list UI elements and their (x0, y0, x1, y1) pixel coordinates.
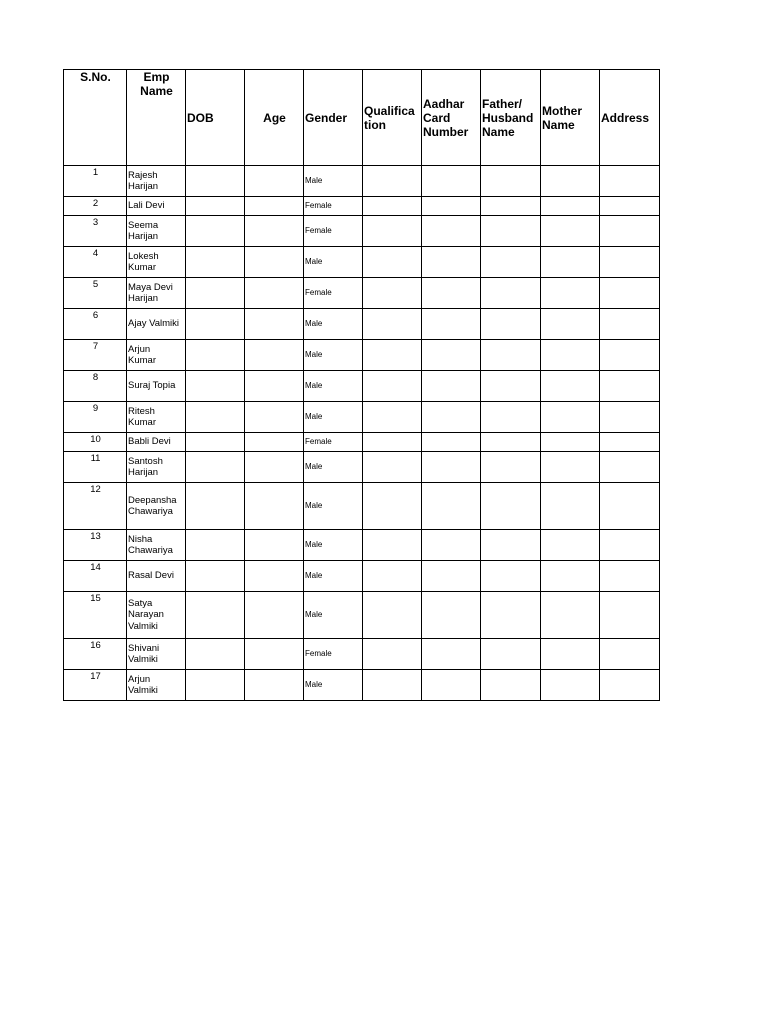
emp-name-cell: Ajay Valmiki (127, 309, 186, 340)
dob-cell (186, 561, 245, 592)
header-aadhar: Aadhar Card Number (422, 70, 481, 166)
address-cell (600, 166, 660, 197)
father-husband-cell (481, 247, 541, 278)
table-row (64, 402, 660, 433)
mother-name-cell (541, 639, 600, 670)
mother-name-cell (541, 530, 600, 561)
table-row (64, 670, 660, 701)
dob-cell (186, 197, 245, 216)
dob-cell (186, 452, 245, 483)
gender-cell: Male (304, 402, 363, 433)
gender-cell: Male (304, 309, 363, 340)
header-row (64, 70, 660, 166)
gender-cell: Male (304, 483, 363, 530)
sno-cell: 4 (64, 247, 127, 278)
emp-name-cell: Shivani Valmiki (127, 639, 186, 670)
aadhar-cell (422, 561, 481, 592)
qualification-cell (363, 530, 422, 561)
table-row (64, 216, 660, 247)
table-row (64, 371, 660, 402)
gender-cell: Female (304, 216, 363, 247)
address-cell (600, 433, 660, 452)
table-row (64, 452, 660, 483)
dob-cell (186, 247, 245, 278)
qualification-cell (363, 452, 422, 483)
father-husband-cell (481, 197, 541, 216)
father-husband-cell (481, 433, 541, 452)
address-cell (600, 371, 660, 402)
header-father-husband: Father/ Husband Name (481, 70, 541, 166)
table-row (64, 278, 660, 309)
emp-name-cell: Rajesh Harijan (127, 166, 186, 197)
address-cell (600, 278, 660, 309)
aadhar-cell (422, 278, 481, 309)
mother-name-cell (541, 452, 600, 483)
mother-name-cell (541, 197, 600, 216)
sno-cell: 16 (64, 639, 127, 670)
gender-cell: Male (304, 166, 363, 197)
gender-cell: Male (304, 530, 363, 561)
emp-name-cell: Seema Harijan (127, 216, 186, 247)
age-cell (245, 670, 304, 701)
emp-name-cell: Arjun Kumar (127, 340, 186, 371)
mother-name-cell (541, 278, 600, 309)
sno-cell: 10 (64, 433, 127, 452)
dob-cell (186, 278, 245, 309)
emp-name-cell: Satya Narayan Valmiki (127, 592, 186, 639)
dob-cell (186, 166, 245, 197)
header-age: Age (245, 70, 304, 166)
address-cell (600, 452, 660, 483)
table-row (64, 340, 660, 371)
address-cell (600, 197, 660, 216)
header-mother-name: Mother Name (541, 70, 600, 166)
age-cell (245, 402, 304, 433)
father-husband-cell (481, 278, 541, 309)
sno-cell: 1 (64, 166, 127, 197)
header-gender: Gender (304, 70, 363, 166)
header-emp-name: Emp Name (127, 70, 186, 166)
address-cell (600, 561, 660, 592)
father-husband-cell (481, 216, 541, 247)
age-cell (245, 452, 304, 483)
father-husband-cell (481, 592, 541, 639)
sno-cell: 12 (64, 483, 127, 530)
sno-cell: 13 (64, 530, 127, 561)
table-row (64, 483, 660, 530)
table-row (64, 197, 660, 216)
father-husband-cell (481, 371, 541, 402)
father-husband-cell (481, 670, 541, 701)
table-row (64, 433, 660, 452)
qualification-cell (363, 592, 422, 639)
address-cell (600, 530, 660, 561)
emp-name-cell: Santosh Harijan (127, 452, 186, 483)
age-cell (245, 561, 304, 592)
age-cell (245, 166, 304, 197)
aadhar-cell (422, 166, 481, 197)
table-row (64, 530, 660, 561)
father-husband-cell (481, 561, 541, 592)
age-cell (245, 639, 304, 670)
aadhar-cell (422, 197, 481, 216)
father-husband-cell (481, 639, 541, 670)
gender-cell: Female (304, 197, 363, 216)
table-row (64, 166, 660, 197)
sno-cell: 17 (64, 670, 127, 701)
dob-cell (186, 483, 245, 530)
qualification-cell (363, 561, 422, 592)
father-husband-cell (481, 452, 541, 483)
table-row (64, 309, 660, 340)
age-cell (245, 247, 304, 278)
aadhar-cell (422, 402, 481, 433)
aadhar-cell (422, 433, 481, 452)
qualification-cell (363, 197, 422, 216)
qualification-cell (363, 670, 422, 701)
dob-cell (186, 530, 245, 561)
header-dob: DOB (186, 70, 245, 166)
age-cell (245, 483, 304, 530)
qualification-cell (363, 247, 422, 278)
dob-cell (186, 592, 245, 639)
sno-cell: 3 (64, 216, 127, 247)
age-cell (245, 371, 304, 402)
mother-name-cell (541, 483, 600, 530)
table-row (64, 247, 660, 278)
father-husband-cell (481, 483, 541, 530)
gender-cell: Male (304, 452, 363, 483)
gender-cell: Male (304, 371, 363, 402)
mother-name-cell (541, 340, 600, 371)
sno-cell: 9 (64, 402, 127, 433)
mother-name-cell (541, 247, 600, 278)
emp-name-cell: Maya Devi Harijan (127, 278, 186, 309)
age-cell (245, 278, 304, 309)
age-cell (245, 592, 304, 639)
gender-cell: Male (304, 247, 363, 278)
father-husband-cell (481, 309, 541, 340)
emp-name-cell: Nisha Chawariya (127, 530, 186, 561)
mother-name-cell (541, 670, 600, 701)
address-cell (600, 309, 660, 340)
father-husband-cell (481, 340, 541, 371)
qualification-cell (363, 278, 422, 309)
address-cell (600, 247, 660, 278)
sno-cell: 11 (64, 452, 127, 483)
mother-name-cell (541, 309, 600, 340)
header-qualification: Qualifica tion (363, 70, 422, 166)
address-cell (600, 639, 660, 670)
mother-name-cell (541, 371, 600, 402)
aadhar-cell (422, 340, 481, 371)
dob-cell (186, 371, 245, 402)
address-cell (600, 483, 660, 530)
sno-cell: 7 (64, 340, 127, 371)
gender-cell: Female (304, 278, 363, 309)
aadhar-cell (422, 309, 481, 340)
age-cell (245, 309, 304, 340)
mother-name-cell (541, 433, 600, 452)
father-husband-cell (481, 402, 541, 433)
table-row (64, 561, 660, 592)
age-cell (245, 340, 304, 371)
table-body (64, 166, 660, 701)
dob-cell (186, 402, 245, 433)
aadhar-cell (422, 530, 481, 561)
age-cell (245, 197, 304, 216)
gender-cell: Female (304, 639, 363, 670)
age-cell (245, 530, 304, 561)
emp-name-cell: Rasal Devi (127, 561, 186, 592)
age-cell (245, 216, 304, 247)
mother-name-cell (541, 216, 600, 247)
address-cell (600, 340, 660, 371)
sno-cell: 5 (64, 278, 127, 309)
mother-name-cell (541, 402, 600, 433)
aadhar-cell (422, 670, 481, 701)
aadhar-cell (422, 216, 481, 247)
employee-table (63, 69, 660, 701)
qualification-cell (363, 166, 422, 197)
address-cell (600, 670, 660, 701)
gender-cell: Female (304, 433, 363, 452)
qualification-cell (363, 402, 422, 433)
qualification-cell (363, 309, 422, 340)
address-cell (600, 402, 660, 433)
aadhar-cell (422, 483, 481, 530)
table-row (64, 592, 660, 639)
emp-name-cell: Lali Devi (127, 197, 186, 216)
qualification-cell (363, 340, 422, 371)
emp-name-cell: Suraj Topia (127, 371, 186, 402)
dob-cell (186, 216, 245, 247)
dob-cell (186, 340, 245, 371)
emp-name-cell: Babli Devi (127, 433, 186, 452)
mother-name-cell (541, 166, 600, 197)
father-husband-cell (481, 166, 541, 197)
gender-cell: Male (304, 670, 363, 701)
aadhar-cell (422, 247, 481, 278)
qualification-cell (363, 433, 422, 452)
header-address: Address (600, 70, 660, 166)
age-cell (245, 433, 304, 452)
aadhar-cell (422, 371, 481, 402)
address-cell (600, 592, 660, 639)
qualification-cell (363, 639, 422, 670)
emp-name-cell: Lokesh Kumar (127, 247, 186, 278)
qualification-cell (363, 483, 422, 530)
sno-cell: 2 (64, 197, 127, 216)
dob-cell (186, 433, 245, 452)
header-sno: S.No. (64, 70, 127, 166)
sno-cell: 8 (64, 371, 127, 402)
address-cell (600, 216, 660, 247)
table-row (64, 639, 660, 670)
gender-cell: Male (304, 561, 363, 592)
qualification-cell (363, 371, 422, 402)
aadhar-cell (422, 639, 481, 670)
father-husband-cell (481, 530, 541, 561)
qualification-cell (363, 216, 422, 247)
mother-name-cell (541, 561, 600, 592)
sno-cell: 15 (64, 592, 127, 639)
dob-cell (186, 670, 245, 701)
mother-name-cell (541, 592, 600, 639)
emp-name-cell: Deepansha Chawariya (127, 483, 186, 530)
dob-cell (186, 639, 245, 670)
sno-cell: 14 (64, 561, 127, 592)
emp-name-cell: Arjun Valmiki (127, 670, 186, 701)
emp-name-cell: Ritesh Kumar (127, 402, 186, 433)
sno-cell: 6 (64, 309, 127, 340)
gender-cell: Male (304, 592, 363, 639)
aadhar-cell (422, 592, 481, 639)
dob-cell (186, 309, 245, 340)
aadhar-cell (422, 452, 481, 483)
gender-cell: Male (304, 340, 363, 371)
